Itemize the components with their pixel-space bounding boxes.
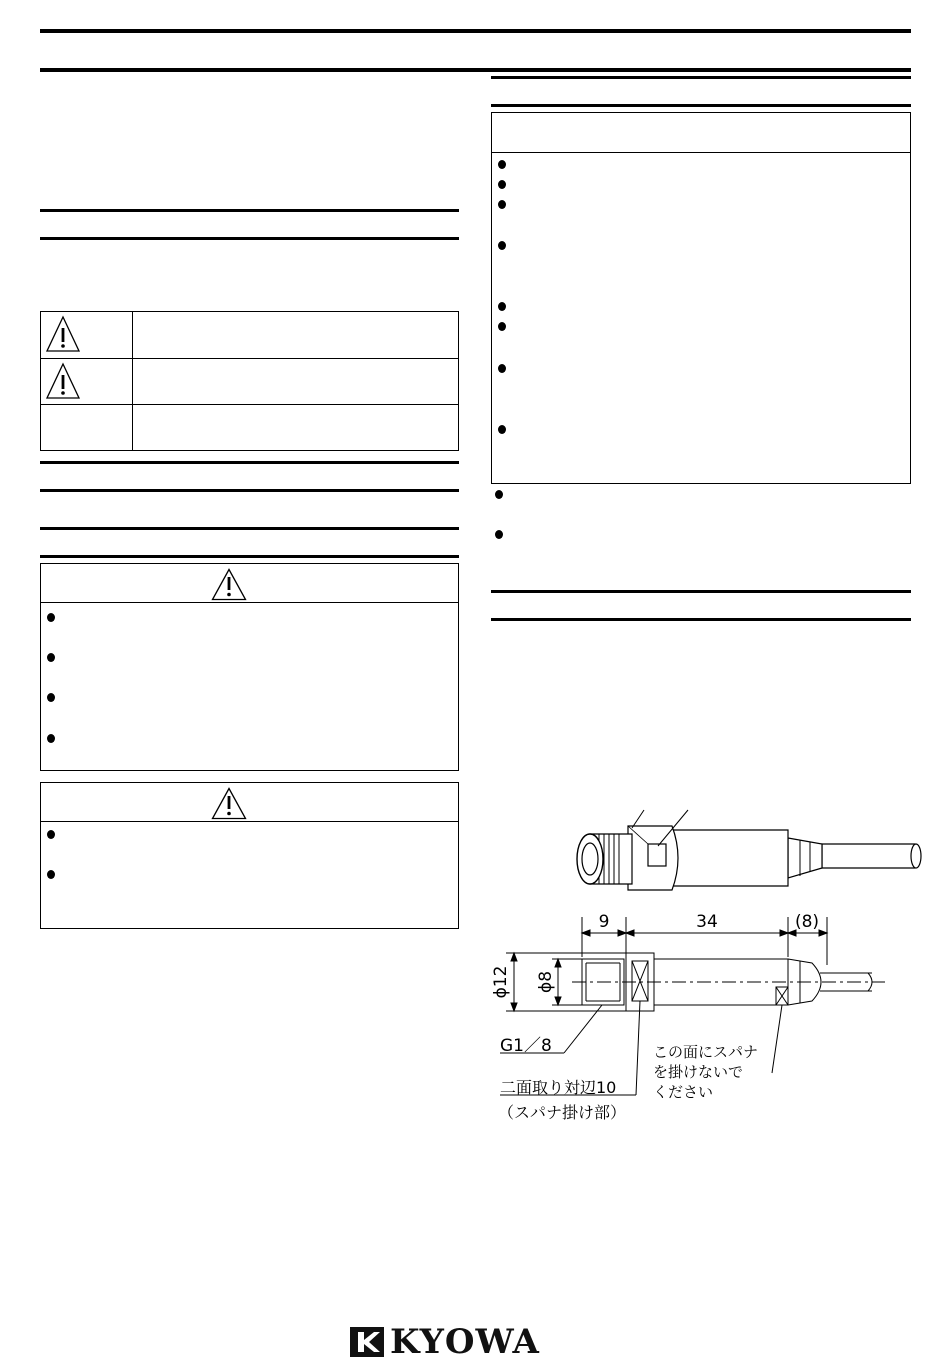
dim-length-34: 34 xyxy=(696,912,718,932)
header-bottom-rule xyxy=(40,68,911,72)
right-section-rule-3 xyxy=(491,590,911,593)
left-section-rule-1 xyxy=(40,209,459,212)
notes-box xyxy=(491,112,911,484)
caution-header-triangle-icon xyxy=(211,787,247,820)
danger-box xyxy=(40,563,459,771)
dim-diameter-8: ϕ8 xyxy=(536,970,556,994)
bullet xyxy=(495,530,503,539)
kyowa-logo-mark-icon xyxy=(350,1327,384,1357)
brand-name: KYOWA xyxy=(390,1322,540,1362)
bullet xyxy=(47,613,55,622)
sensor-dimension-drawing xyxy=(490,905,910,1135)
bullet xyxy=(47,693,55,702)
bullet xyxy=(498,241,506,250)
dim-diameter-12: ϕ12 xyxy=(491,965,511,999)
dim-length-9: 9 xyxy=(598,912,610,932)
danger-warning-triangle-icon xyxy=(45,315,81,353)
right-section-rule-1 xyxy=(491,76,911,79)
sensor-perspective-illustration xyxy=(560,800,930,910)
bullet xyxy=(498,180,506,189)
caution-line-1: この面にスパナ xyxy=(653,1043,759,1061)
bullet xyxy=(498,160,506,169)
bullet xyxy=(47,830,55,839)
left-section-rule-2 xyxy=(40,237,459,240)
bullet xyxy=(498,364,506,373)
right-section-rule-2 xyxy=(491,104,911,107)
header-top-rule xyxy=(40,29,911,33)
bullet xyxy=(495,490,503,499)
thread-label: G1／8 xyxy=(500,1036,552,1056)
left-section-rule-6 xyxy=(40,555,459,558)
bullet xyxy=(47,734,55,743)
caution-warning-triangle-icon xyxy=(45,362,81,400)
danger-header-triangle-icon xyxy=(211,568,247,601)
bullet xyxy=(498,425,506,434)
kyowa-logo xyxy=(350,1322,540,1362)
wrench-flat-note: （スパナ掛け部） xyxy=(498,1103,627,1122)
bullet xyxy=(47,870,55,879)
left-section-rule-3 xyxy=(40,461,459,464)
dim-length-8: (8) xyxy=(794,912,820,932)
symbol-table xyxy=(40,311,459,451)
caution-line-3: ください xyxy=(653,1083,714,1101)
wrench-flat-label: 二面取り対辺10 xyxy=(500,1078,617,1097)
left-section-rule-5 xyxy=(40,527,459,530)
caution-box xyxy=(40,782,459,929)
bullet xyxy=(47,653,55,662)
bullet xyxy=(498,302,506,311)
bullet xyxy=(498,322,506,331)
caution-line-2: を掛けないで xyxy=(653,1063,744,1081)
bullet xyxy=(498,200,506,209)
left-section-rule-4 xyxy=(40,489,459,492)
right-section-rule-4 xyxy=(491,618,911,621)
